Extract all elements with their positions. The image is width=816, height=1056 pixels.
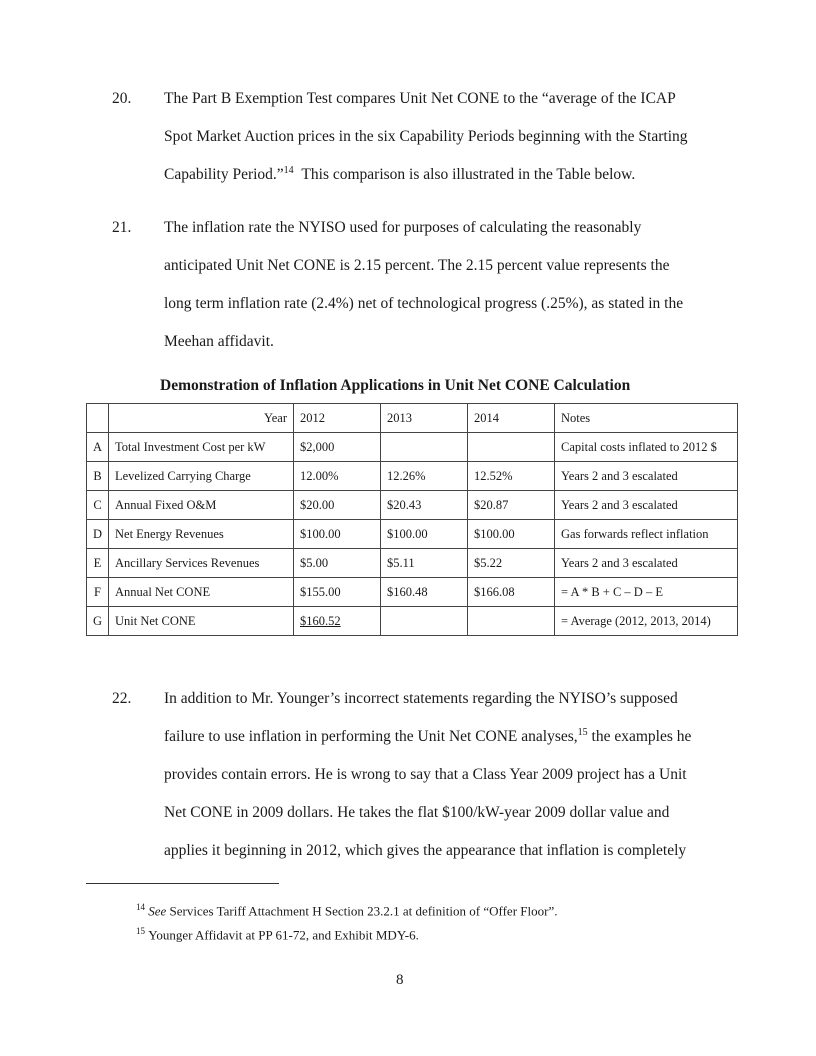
row-label: Annual Fixed O&M	[109, 491, 294, 520]
year-header: Year	[109, 404, 294, 433]
row-letter: C	[87, 491, 109, 520]
row-letter: E	[87, 549, 109, 578]
table-row	[87, 462, 738, 491]
row-notes: Capital costs inflated to 2012 $	[555, 433, 738, 462]
year-column-header: 2014	[468, 404, 555, 433]
row-notes: = A * B + C – D – E	[555, 578, 738, 607]
paragraph-line	[164, 166, 635, 184]
row-value: $20.87	[468, 491, 555, 520]
row-value	[294, 607, 381, 636]
paragraph-text: failure to use inflation in performing the Unit Net CONE analyses,	[164, 728, 578, 745]
row-value: 12.52%	[468, 462, 555, 491]
paragraph-number: 20.	[112, 90, 132, 107]
paragraph-line: provides contain errors. He is wrong to say that a Class Year 2009 project has a Unit	[164, 766, 687, 783]
row-notes: Years 2 and 3 escalated	[555, 549, 738, 578]
paragraph-number: 21.	[112, 219, 132, 236]
row-value	[468, 607, 555, 636]
footnote-text: Younger Affidavit at PP 61-72, and Exhibit MDY-6.	[148, 927, 419, 943]
row-value: 12.00%	[294, 462, 381, 491]
row-value: $5.00	[294, 549, 381, 578]
row-value: $20.43	[381, 491, 468, 520]
year-column-header: 2012	[294, 404, 381, 433]
paragraph-number: 22.	[112, 690, 132, 707]
row-value: 12.26%	[381, 462, 468, 491]
row-label: Ancillary Services Revenues	[109, 549, 294, 578]
row-value: $100.00	[294, 520, 381, 549]
table-row	[87, 578, 738, 607]
row-value: $155.00	[294, 578, 381, 607]
footnote-reference: 14	[283, 164, 294, 176]
row-letter: A	[87, 433, 109, 462]
table-row	[87, 491, 738, 520]
row-letter: G	[87, 607, 109, 636]
paragraph-line: Meehan affidavit.	[164, 333, 274, 350]
row-value: $5.11	[381, 549, 468, 578]
row-label: Levelized Carrying Charge	[109, 462, 294, 491]
footnote-number: 15	[136, 926, 145, 936]
row-label: Annual Net CONE	[109, 578, 294, 607]
row-letter: F	[87, 578, 109, 607]
row-notes: = Average (2012, 2013, 2014)	[555, 607, 738, 636]
footnote-divider	[86, 883, 279, 884]
year-column-header: 2013	[381, 404, 468, 433]
paragraph-line	[164, 728, 691, 746]
table-row	[87, 549, 738, 578]
table-header-row	[87, 404, 738, 433]
unit-net-cone-value: $160.52	[300, 613, 341, 628]
footnote-reference: 15	[577, 726, 588, 738]
paragraph-line: Spot Market Auction prices in the six Capability Periods beginning with the Starting	[164, 128, 688, 145]
paragraph-line: anticipated Unit Net CONE is 2.15 percent. The 2.15 percent value represents the	[164, 257, 670, 274]
row-letter: B	[87, 462, 109, 491]
footnote-italic-lead: See	[148, 903, 167, 919]
row-letter: D	[87, 520, 109, 549]
row-value: $100.00	[468, 520, 555, 549]
row-value: $160.48	[381, 578, 468, 607]
inflation-table	[86, 403, 738, 636]
row-value	[468, 433, 555, 462]
footnote-text: Services Tariff Attachment H Section 23.2.1 at definition of “Offer Floor”.	[166, 903, 558, 919]
row-notes: Years 2 and 3 escalated	[555, 462, 738, 491]
row-notes: Years 2 and 3 escalated	[555, 491, 738, 520]
row-value	[381, 433, 468, 462]
row-value: $100.00	[381, 520, 468, 549]
paragraph-line: The inflation rate the NYISO used for purposes of calculating the reasonably	[164, 219, 642, 236]
table-row	[87, 520, 738, 549]
paragraph-text: Capability Period.”	[164, 166, 284, 183]
row-label: Total Investment Cost per kW	[109, 433, 294, 462]
table-title: Demonstration of Inflation Applications in Unit Net CONE Calculation	[160, 377, 631, 394]
paragraph-line: In addition to Mr. Younger’s incorrect statements regarding the NYISO’s supposed	[164, 690, 678, 707]
table-row	[87, 607, 738, 636]
paragraph-text: This comparison is also illustrated in the Table below.	[301, 166, 636, 183]
row-value: $5.22	[468, 549, 555, 578]
paragraph-line: The Part B Exemption Test compares Unit Net CONE to the “average of the ICAP	[164, 90, 676, 107]
footnote-14	[136, 902, 557, 919]
footnote-number: 14	[136, 902, 145, 912]
row-label: Unit Net CONE	[109, 607, 294, 636]
row-label: Net Energy Revenues	[109, 520, 294, 549]
page-number: 8	[396, 972, 404, 988]
table-row	[87, 433, 738, 462]
paragraph-line: long term inflation rate (2.4%) net of technological progress (.25%), as stated in the	[164, 295, 684, 312]
row-value: $2,000	[294, 433, 381, 462]
paragraph-text: the examples he	[591, 728, 692, 745]
notes-header: Notes	[555, 404, 738, 433]
row-value: $20.00	[294, 491, 381, 520]
paragraph-line: Net CONE in 2009 dollars. He takes the flat $100/kW-year 2009 dollar value and	[164, 804, 670, 821]
footnote-15	[136, 926, 419, 943]
paragraph-line: applies it beginning in 2012, which gives the appearance that inflation is completely	[164, 842, 687, 859]
row-notes: Gas forwards reflect inflation	[555, 520, 738, 549]
row-value	[381, 607, 468, 636]
table-cell	[87, 404, 109, 433]
row-value: $166.08	[468, 578, 555, 607]
